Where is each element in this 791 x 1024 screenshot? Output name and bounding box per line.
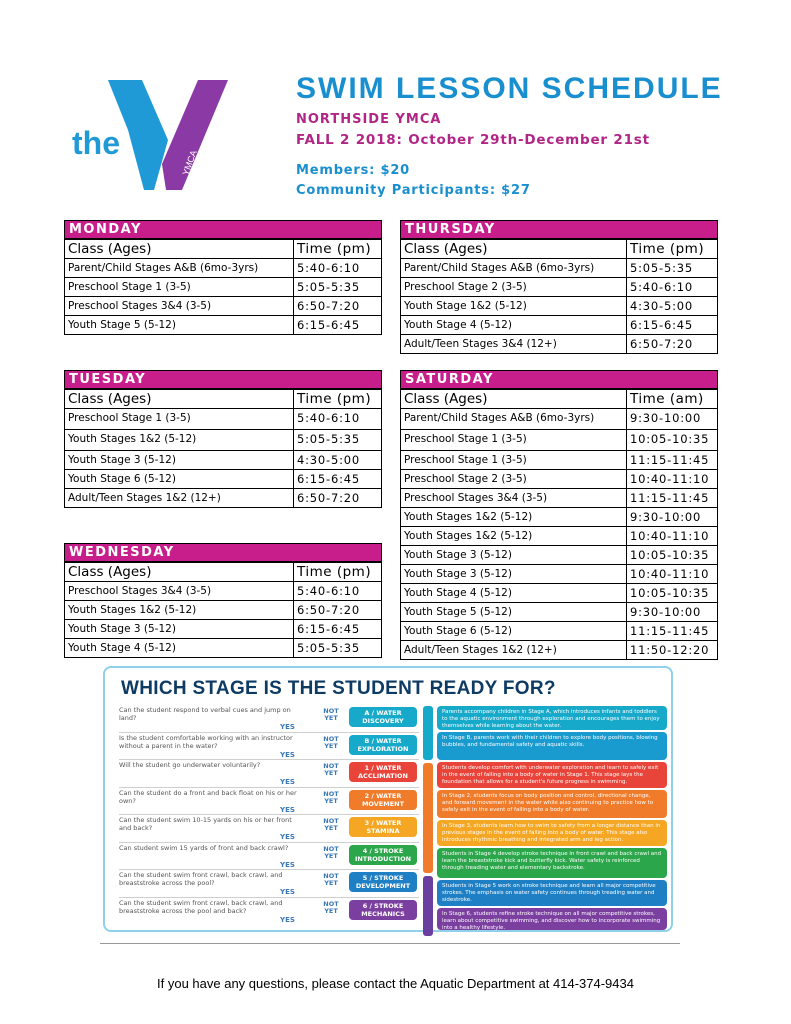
stage-pill: 2 / WATER MOVEMENT: [349, 790, 417, 810]
class-name: Preschool Stage 2 (3-5): [401, 470, 627, 488]
column-header-row: [65, 239, 381, 258]
stage-pill: 5 / STROKE DEVELOPMENT: [349, 872, 417, 892]
class-time: 5:05-5:35: [297, 432, 360, 446]
stage-description: In Stage 2, students focus on body position and control, directional change, and forward movement in the water while also continuing to practice how to safely exit in the event of falling into a body of water.: [437, 790, 667, 818]
class-time: 6:15-6:45: [297, 318, 360, 332]
column-header-row: [401, 239, 717, 258]
table-row: [401, 277, 717, 296]
table-row: [401, 602, 717, 621]
location-text: NORTHSIDE YMCA: [296, 112, 442, 127]
class-time: 9:30-10:00: [630, 605, 702, 619]
table-row: [401, 564, 717, 583]
class-time: 6:50-7:20: [630, 337, 693, 351]
time-column-header: Time (pm): [297, 391, 372, 407]
table-row: [401, 408, 717, 429]
tuesday-schedule: [64, 370, 382, 508]
class-time: 11:15-11:45: [630, 491, 710, 505]
class-name: Preschool Stage 2 (3-5): [401, 278, 627, 296]
table-row: [401, 621, 717, 640]
class-name: Youth Stage 5 (5-12): [65, 316, 294, 334]
class-time: 6:50-7:20: [297, 603, 360, 617]
session-text: FALL 2 2018: October 29th-December 21st: [296, 132, 650, 148]
class-name: Youth Stages 1&2 (5-12): [401, 527, 627, 545]
thursday-schedule: [400, 220, 718, 354]
class-time: 10:05-10:35: [630, 432, 710, 446]
column-header-row: [401, 389, 717, 408]
class-name: Youth Stage 3 (5-12): [65, 451, 294, 469]
table-row: [65, 581, 381, 600]
not-yet-label: NOT YET: [323, 707, 339, 722]
class-name: Parent/Child Stages A&B (6mo-3yrs): [65, 259, 294, 277]
stage-description: In Stage 3, students learn how to swim to safety from a longer distance than in previous stages in the event of falling into a body of water. This stage also introduces rhythmic breathing and integrated arm and leg action.: [437, 820, 667, 846]
class-name: Preschool Stage 1 (3-5): [401, 451, 627, 469]
table-row: [401, 640, 717, 659]
day-header: MONDAY: [65, 221, 381, 239]
day-header: SATURDAY: [401, 371, 717, 389]
stage-description: In Stage B, parents work with their children to explore body positions, blowing bubbles, and fundamental safety and aquatic skills.: [437, 732, 667, 760]
row-divider: [119, 869, 419, 870]
yes-label: YES: [280, 915, 295, 924]
table-row: [401, 334, 717, 353]
stage-question: Can the student respond to verbal cues and jump on land?: [119, 706, 291, 722]
not-yet-label: NOT YET: [323, 872, 339, 887]
class-name: Preschool Stages 3&4 (3-5): [65, 297, 294, 315]
class-time: 9:30-10:00: [630, 510, 702, 524]
not-yet-label: NOT YET: [323, 899, 339, 915]
class-name: Adult/Teen Stages 3&4 (12+): [401, 335, 627, 353]
stage-description: Students in Stage 4 develop stroke technique in front crawl and back crawl and learn the breaststroke kick and butterfly kick. Water safety is reinforced through treading water and elementary backstroke.: [437, 848, 667, 878]
class-name: Youth Stage 4 (5-12): [401, 584, 627, 602]
stage-question: Is the student comfortable working with an instructor without a parent in the water?: [119, 733, 293, 750]
table-row: [65, 619, 381, 638]
table-row: [65, 315, 381, 334]
class-time: 5:40-6:10: [297, 411, 360, 425]
table-row: [401, 469, 717, 488]
class-time: 5:05-5:35: [297, 280, 360, 294]
class-name: Youth Stage 1&2 (5-12): [401, 297, 627, 315]
table-row: [401, 488, 717, 507]
class-name: Adult/Teen Stages 1&2 (12+): [401, 641, 627, 659]
class-column-header: Class (Ages): [65, 390, 294, 408]
class-time: 10:05-10:35: [630, 548, 710, 562]
day-header: TUESDAY: [65, 371, 381, 389]
stage-pill: B / WATER EXPLORATION: [349, 735, 417, 755]
not-yet-label: NOT YET: [323, 844, 339, 860]
stage-description: Parents accompany children in Stage A, which introduces infants and toddlers to the aquatic environment through exploration and encourages them to enjoy themselves while learning about the water.: [437, 706, 667, 730]
table-row: [401, 429, 717, 450]
stage-question: Can student swim 15 yards of front and back crawl?: [119, 843, 289, 852]
class-column-header: Class (Ages): [65, 240, 294, 258]
class-column-header: Class (Ages): [401, 240, 627, 258]
class-time: 11:50-12:20: [630, 643, 710, 657]
class-name: Youth Stages 1&2 (5-12): [401, 508, 627, 526]
logo-ymca-text: YMCA: [180, 148, 199, 177]
class-name: Youth Stage 3 (5-12): [401, 546, 627, 564]
class-time: 10:05-10:35: [630, 586, 710, 600]
class-time: 6:15-6:45: [297, 472, 360, 486]
class-time: 5:40-6:10: [297, 261, 360, 275]
ymca-logo-icon: [70, 72, 245, 197]
stage-pill: 1 / WATER ACCLIMATION: [349, 762, 417, 782]
page-title: SWIM LESSON SCHEDULE: [296, 72, 723, 105]
class-name: Parent/Child Stages A&B (6mo-3yrs): [401, 259, 627, 277]
class-column-header: Class (Ages): [65, 563, 294, 581]
yes-label: YES: [280, 805, 295, 814]
time-column-header: Time (pm): [297, 241, 372, 257]
table-row: [401, 315, 717, 334]
community-price: Community Participants: $27: [296, 183, 531, 198]
stage-pill: A / WATER DISCOVERY: [349, 707, 417, 727]
not-yet-label: NOT YET: [323, 817, 339, 832]
stage-pill: 6 / STROKE MECHANICS: [349, 900, 417, 920]
time-column-header: Time (am): [630, 391, 704, 407]
stage-description: In Stage 6, students refine stroke technique on all major competitive strokes, learn about competitive swimming, and discover how to incorporate swimming into a healthy lifestyle.: [437, 908, 667, 930]
class-time: 9:30-10:00: [630, 411, 702, 425]
table-row: [65, 296, 381, 315]
stage-pill: 4 / STROKE INTRODUCTION: [349, 845, 417, 865]
column-header-row: [65, 389, 381, 408]
class-time: 4:30-5:00: [297, 453, 360, 467]
class-name: Parent/Child Stages A&B (6mo-3yrs): [401, 409, 627, 429]
title-block: [296, 72, 766, 198]
class-time: 11:15-11:45: [630, 624, 710, 638]
row-divider: [119, 842, 419, 843]
table-row: [401, 450, 717, 469]
yes-label: YES: [280, 888, 295, 896]
class-time: 6:50-7:20: [297, 491, 360, 505]
class-name: Youth Stage 3 (5-12): [401, 565, 627, 583]
class-name: Preschool Stage 1 (3-5): [65, 409, 294, 429]
class-time: 5:05-5:35: [630, 261, 693, 275]
class-time: 6:15-6:45: [297, 622, 360, 636]
class-time: 10:40-11:10: [630, 567, 710, 581]
time-column-header: Time (pm): [630, 241, 705, 257]
class-name: Youth Stage 6 (5-12): [65, 470, 294, 488]
divider: [100, 943, 680, 944]
table-row: [401, 545, 717, 564]
column-header-row: [65, 562, 381, 581]
table-row: [65, 258, 381, 277]
class-time: 6:50-7:20: [297, 299, 360, 313]
yes-label: YES: [280, 860, 295, 869]
table-row: [401, 526, 717, 545]
yes-label: YES: [280, 750, 295, 759]
row-divider: [119, 759, 419, 760]
footer-contact: If you have any questions, please contact the Aquatic Department at 414-374-9434: [157, 976, 634, 991]
table-row: [65, 600, 381, 619]
table-row: [65, 488, 381, 507]
class-name: Youth Stage 4 (5-12): [65, 639, 294, 657]
class-name: Youth Stage 3 (5-12): [65, 620, 294, 638]
not-yet-label: NOT YET: [323, 789, 339, 805]
stage-question: Can the student do a front and back float on his or her own?: [119, 788, 297, 805]
table-row: [401, 296, 717, 315]
stage-description: Students in Stage 5 work on stroke technique and learn all major competitive strokes. The emphasis on water safety continues through treading water and sidestroke.: [437, 880, 667, 906]
yes-label: YES: [280, 833, 295, 841]
row-divider: [119, 814, 419, 815]
stage-guide-title: WHICH STAGE IS THE STUDENT READY FOR?: [121, 678, 556, 699]
class-time: 10:40-11:10: [630, 472, 710, 486]
stage-question: Will the student go underwater voluntarily?: [119, 761, 261, 769]
class-time: 10:40-11:10: [630, 529, 710, 543]
stage-group-band: [423, 876, 433, 936]
class-name: Adult/Teen Stages 1&2 (12+): [65, 489, 294, 507]
table-row: [401, 258, 717, 277]
class-column-header: Class (Ages): [401, 390, 627, 408]
class-name: Preschool Stages 3&4 (3-5): [65, 582, 294, 600]
table-row: [65, 429, 381, 450]
table-row: [65, 450, 381, 469]
table-row: [401, 507, 717, 526]
ymca-logo: [70, 72, 245, 197]
stage-question: Can the student swim 10-15 yards on his or her front and back?: [119, 816, 292, 832]
table-row: [65, 469, 381, 488]
class-name: Preschool Stage 1 (3-5): [401, 430, 627, 450]
time-column-header: Time (pm): [297, 564, 372, 580]
not-yet-label: NOT YET: [323, 734, 339, 750]
class-name: Youth Stage 5 (5-12): [401, 603, 627, 621]
class-time: 5:05-5:35: [297, 641, 360, 655]
row-divider: [119, 787, 419, 788]
saturday-schedule: [400, 370, 718, 660]
class-name: Youth Stage 4 (5-12): [401, 316, 627, 334]
class-time: 4:30-5:00: [630, 299, 693, 313]
class-name: Youth Stage 6 (5-12): [401, 622, 627, 640]
class-name: Youth Stages 1&2 (5-12): [65, 430, 294, 450]
table-row: [401, 583, 717, 602]
yes-label: YES: [280, 723, 295, 731]
stage-question: Can the student swim front crawl, back crawl, and breaststroke across the pool?: [119, 871, 283, 887]
stage-group-band: [423, 763, 433, 873]
class-name: Preschool Stages 3&4 (3-5): [401, 489, 627, 507]
stage-pill: 3 / WATER STAMINA: [349, 817, 417, 837]
row-divider: [119, 732, 419, 733]
yes-label: YES: [280, 778, 295, 786]
table-row: [65, 277, 381, 296]
monday-schedule: [64, 220, 382, 335]
stage-guide-panel: [103, 666, 673, 932]
wednesday-schedule: [64, 543, 382, 658]
stage-group-band: [423, 706, 433, 760]
day-header: WEDNESDAY: [65, 544, 381, 562]
row-divider: [119, 897, 419, 898]
class-time: 11:15-11:45: [630, 453, 710, 467]
class-time: 5:40-6:10: [630, 280, 693, 294]
day-header: THURSDAY: [401, 221, 717, 239]
table-row: [65, 638, 381, 657]
stage-description: Students develop comfort with underwater exploration and learn to safely exit in the event of falling into a body of water in Stage 1. This stage lays the foundation that allows for a student's future progress in swimming.: [437, 762, 667, 788]
class-name: Preschool Stage 1 (3-5): [65, 278, 294, 296]
class-time: 6:15-6:45: [630, 318, 693, 332]
stage-question: Can the student swim front crawl, back crawl, and breaststroke across the pool and back?: [119, 898, 283, 915]
members-price: Members: $20: [296, 163, 411, 178]
class-time: 5:40-6:10: [297, 584, 360, 598]
class-name: Youth Stages 1&2 (5-12): [65, 601, 294, 619]
table-row: [65, 408, 381, 429]
not-yet-label: NOT YET: [323, 762, 339, 777]
logo-the-text: the: [72, 125, 120, 161]
